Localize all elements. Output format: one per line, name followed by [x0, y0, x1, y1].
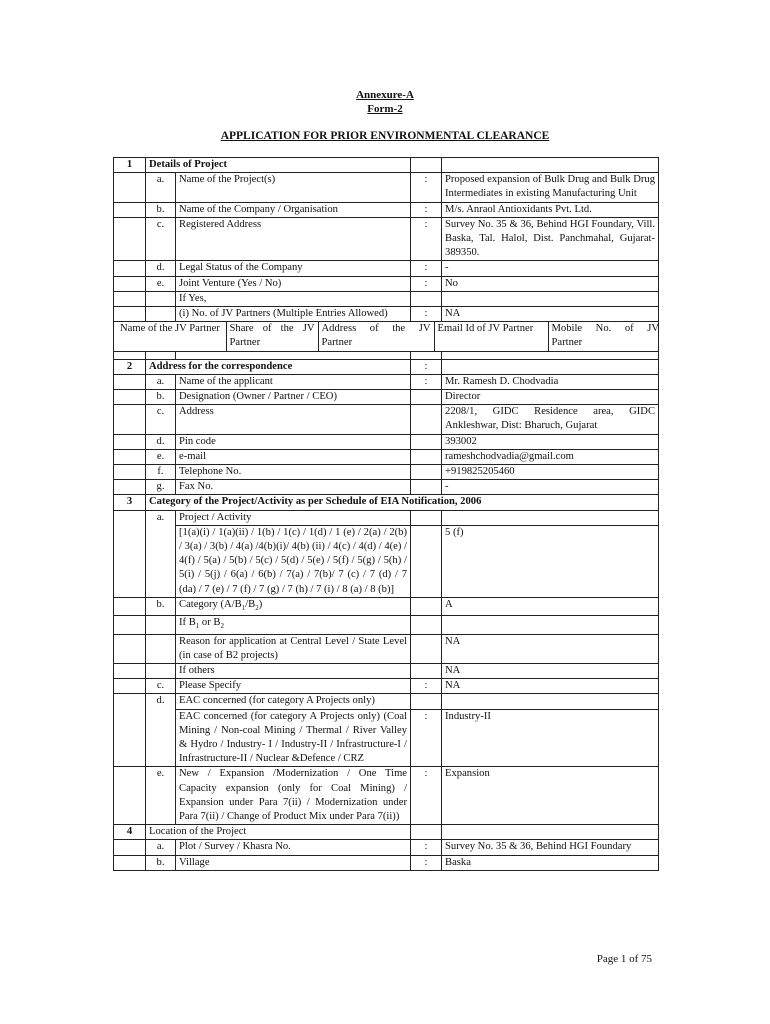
row-letter: a. — [146, 840, 176, 855]
row-value: Survey No. 35 & 36, Behind HGI Foundary — [442, 840, 659, 855]
row-letter: a. — [146, 173, 176, 202]
row-value: Baska — [442, 855, 659, 870]
row-colon: : — [411, 307, 442, 322]
page-number: Page 1 of 75 — [596, 953, 652, 965]
section-title: Category of the Project/Activity as per Schedule of EIA Notification, 2006 — [146, 495, 659, 510]
section-3-header — [114, 495, 659, 510]
blank-row — [114, 351, 659, 359]
form-row — [114, 525, 659, 597]
row-letter: f. — [146, 465, 176, 480]
row-colon: : — [411, 202, 442, 217]
if-b1-b2-label: If $B_1$ or $B_2$ — [176, 616, 411, 634]
form-row — [114, 616, 659, 634]
row-value: rameshchodvadia@gmail.com — [442, 449, 659, 464]
row-label: Fax No. — [176, 480, 411, 495]
row-value: NA — [442, 679, 659, 694]
row-colon: : — [411, 173, 442, 202]
row-value: Industry-II — [442, 709, 659, 767]
jv-header-email: Email Id of JV Partner — [434, 322, 548, 350]
row-value: +919825205460 — [442, 465, 659, 480]
category-label: Category $(A/B_1/B_2)$ — [176, 597, 411, 615]
jv-partners-label: (i) No. of JV Partners (Multiple Entries Allowed) — [176, 307, 411, 322]
jv-partner-headers-row — [114, 322, 659, 351]
form-row — [114, 634, 659, 663]
section-4-header — [114, 825, 659, 840]
section-title: Address for the correspondence — [146, 359, 411, 374]
row-label: Village — [176, 855, 411, 870]
row-colon — [411, 434, 442, 449]
form-row — [114, 261, 659, 276]
row-value: Mr. Ramesh D. Chodvadia — [442, 374, 659, 389]
row-letter: b. — [146, 855, 176, 870]
form-row — [114, 663, 659, 678]
row-label: Telephone No. — [176, 465, 411, 480]
row-colon — [411, 449, 442, 464]
row-label: EAC concerned (for category A Projects only) (Coal Mining / Non-coal Mining / Thermal / River Valley & Hydro / Industry- I / Industry-II / Infrastructure-I / Infrastructure-II / Nuclear &Defence / CRZ — [176, 709, 411, 767]
row-label: Project / Activity — [176, 510, 411, 525]
section-number: 2 — [114, 359, 146, 374]
row-colon: : — [411, 217, 442, 261]
row-letter: e. — [146, 449, 176, 464]
row-letter: b. — [146, 597, 176, 615]
row-letter: g. — [146, 480, 176, 495]
row-letter: d. — [146, 261, 176, 276]
row-colon: : — [411, 359, 442, 374]
row-colon: : — [411, 276, 442, 291]
form-row — [114, 390, 659, 405]
row-value: 2208/1, GIDC Residence area, GIDC Ankleshwar, Dist: Bharuch, Gujarat — [442, 405, 659, 434]
row-colon: : — [411, 855, 442, 870]
row-value: Director — [442, 390, 659, 405]
jv-partner-table — [117, 322, 662, 350]
jv-header-share: Share of the JV Partner — [226, 322, 318, 350]
form-row — [114, 374, 659, 389]
row-colon: : — [411, 767, 442, 825]
row-colon: : — [411, 709, 442, 767]
form-row — [114, 405, 659, 434]
row-value: Proposed expansion of Bulk Drug and Bulk Drug Intermediates in existing Manufacturing Unit — [442, 173, 659, 202]
row-colon — [411, 465, 442, 480]
row-colon: : — [411, 679, 442, 694]
form-row — [114, 855, 659, 870]
row-letter: a. — [146, 510, 176, 597]
row-letter: c. — [146, 405, 176, 434]
row-letter: e. — [146, 276, 176, 291]
section-1-header — [114, 158, 659, 173]
row-label: Name of the Company / Organisation — [176, 202, 411, 217]
form-row — [114, 694, 659, 709]
row-letter: a. — [146, 374, 176, 389]
form-row — [114, 679, 659, 694]
section-number: 1 — [114, 158, 146, 173]
row-value: - — [442, 480, 659, 495]
form-row — [114, 276, 659, 291]
row-label: Name of the Project(s) — [176, 173, 411, 202]
row-value: NA — [442, 663, 659, 678]
row-value: A — [442, 597, 659, 615]
row-label: Registered Address — [176, 217, 411, 261]
form-row — [114, 291, 659, 306]
form-row — [114, 767, 659, 825]
row-label: If others — [176, 663, 411, 678]
row-label: Pin code — [176, 434, 411, 449]
form-row — [114, 434, 659, 449]
form-row — [114, 465, 659, 480]
row-value: - — [442, 261, 659, 276]
row-label: Joint Venture (Yes / No) — [176, 276, 411, 291]
row-value: Expansion — [442, 767, 659, 825]
form-row — [114, 307, 659, 322]
form-row — [114, 510, 659, 525]
row-colon — [411, 390, 442, 405]
form-row — [114, 840, 659, 855]
form-row — [114, 709, 659, 767]
row-letter: b. — [146, 390, 176, 405]
row-value: Survey No. 35 & 36, Behind HGI Foundary, Vill. Baska, Tal. Halol, Dist. Panchmahal, Gujarat-389350. — [442, 217, 659, 261]
jv-header-mobile: Mobile No. of JV Partner — [551, 323, 659, 349]
form-row — [114, 597, 659, 615]
row-letter: c. — [146, 679, 176, 694]
if-yes-label: If Yes, — [176, 291, 411, 306]
form-heading: Form-2 — [367, 103, 403, 115]
row-letter: d. — [146, 434, 176, 449]
application-form-table — [113, 157, 659, 871]
row-label: Please Specify — [176, 679, 411, 694]
form-row — [114, 173, 659, 202]
row-value: 393002 — [442, 434, 659, 449]
annexure-heading: Annexure-A — [356, 89, 414, 101]
section-title: Location of the Project — [146, 825, 411, 840]
row-letter: d. — [146, 694, 176, 767]
row-value: M/s. Anraol Antioxidants Pvt. Ltd. — [442, 202, 659, 217]
row-letter: b. — [146, 202, 176, 217]
row-label: Designation (Owner / Partner / CEO) — [176, 390, 411, 405]
section-number: 4 — [114, 825, 146, 840]
row-colon — [411, 405, 442, 434]
row-label: Name of the applicant — [176, 374, 411, 389]
section-title: Details of Project — [146, 158, 411, 173]
row-label: New / Expansion /Modernization / One Time Capacity expansion (only for Coal Mining) / Expansion under Para 7(ii) / Modernization under Para 7(ii) / Change of Product Mix under Para 7(ii)) — [176, 767, 411, 825]
row-label: Address — [176, 405, 411, 434]
row-label: e-mail — [176, 449, 411, 464]
jv-partners-value: NA — [442, 307, 659, 322]
row-letter: e. — [146, 767, 176, 825]
form-row — [114, 202, 659, 217]
form-row — [114, 217, 659, 261]
row-letter: c. — [146, 217, 176, 261]
activity-list: [1(a)(i) / 1(a)(ii) / 1(b) / 1(c) / 1(d) / 1 (e) / 2(a) / 2(b) / 3(a) / 3(b) / 4(a) /4(b)(i)/ 4(b) (ii) / 4(c) / 4(d) / 4(e) / 4(f) / 5(a) / 5(b) / 5(c) / 5(d) / 5(e) / 5(f) / 5(g) / 5(h) / 5(i) / 5(j) / 6(a) / 6(b) / 7(a) / 7(b)/ 7 (c) / 7 (d) / 7 (da) / 7 (e) / 7 (f) / 7 (g) / 7 (h) / 7 (i) / 8 (a) / 8 (b)] — [176, 525, 411, 597]
form-row — [114, 449, 659, 464]
row-label: EAC concerned (for category A Projects only) — [176, 694, 411, 709]
jv-header-address: Address of the JV Partner — [318, 322, 434, 350]
row-colon: : — [411, 261, 442, 276]
section-number: 3 — [114, 495, 146, 510]
row-value: 5 (f) — [442, 525, 659, 597]
form-row — [114, 480, 659, 495]
row-colon — [411, 480, 442, 495]
section-2-header — [114, 359, 659, 374]
row-label: Plot / Survey / Khasra No. — [176, 840, 411, 855]
document-title: APPLICATION FOR PRIOR ENVIRONMENTAL CLEARANCE — [220, 130, 550, 142]
row-label: Reason for application at Central Level / State Level (in case of B2 projects) — [176, 634, 411, 663]
row-label: Legal Status of the Company — [176, 261, 411, 276]
row-value: No — [442, 276, 659, 291]
jv-header-name: Name of the JV Partner — [117, 322, 226, 350]
row-colon: : — [411, 840, 442, 855]
row-colon: : — [411, 374, 442, 389]
row-value: NA — [442, 634, 659, 663]
